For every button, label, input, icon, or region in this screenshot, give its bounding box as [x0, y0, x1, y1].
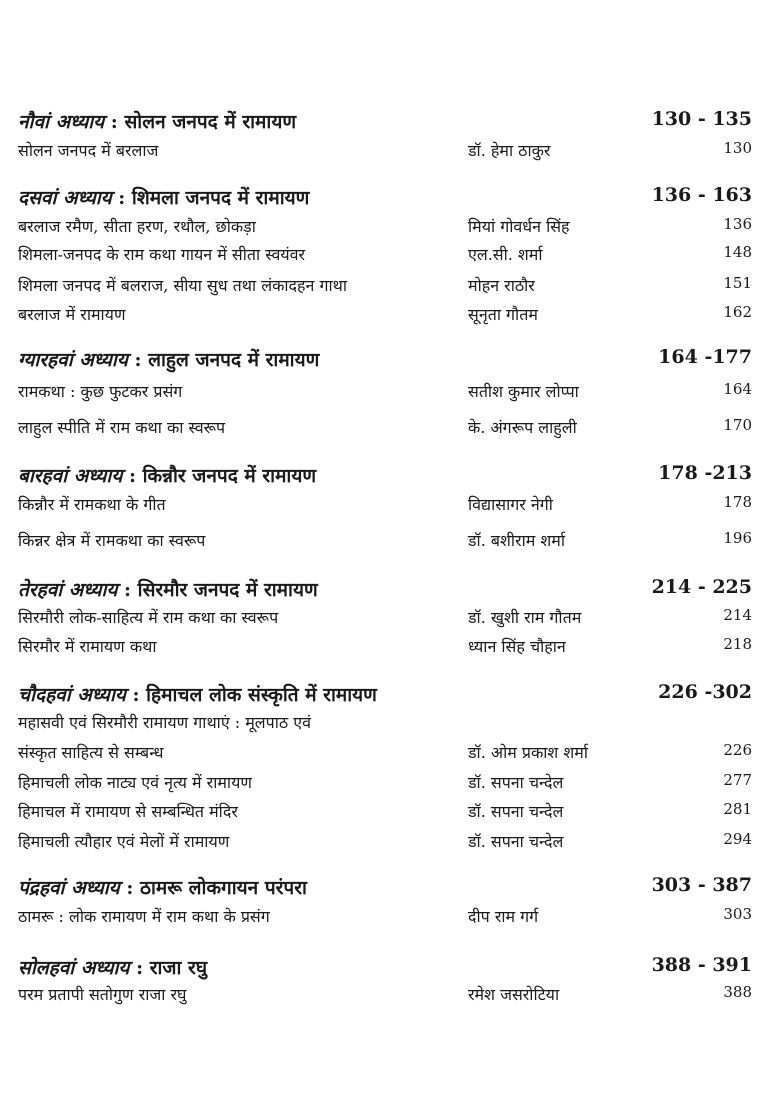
- separator: :: [117, 579, 138, 601]
- chapter-page-range: 136 - 163: [651, 184, 752, 206]
- toc-entry: [18, 493, 752, 521]
- chapter-name: किन्नौर जनपद में रामायण: [142, 465, 317, 487]
- toc-entry: [18, 830, 752, 858]
- entry-title: किन्नौर में रामकथा के गीत: [18, 495, 166, 514]
- entry-author: सूनृता गौतम: [468, 305, 538, 324]
- toc-entry: [18, 274, 752, 302]
- entry-title: किन्नर क्षेत्र में रामकथा का स्वरूप: [18, 531, 206, 550]
- entry-page: 130: [723, 139, 752, 157]
- chapter-page-range: 303 - 387: [651, 874, 752, 896]
- chapter-label: पंद्रहवां अध्याय: [18, 877, 120, 899]
- entry-page: 214: [723, 606, 752, 624]
- chapter-label: दसवां अध्याय: [18, 187, 112, 209]
- toc-entry: [18, 771, 752, 799]
- entry-author: ध्यान सिंह चौहान: [468, 637, 566, 656]
- entry-title: संस्कृत साहित्य से सम्बन्ध: [18, 743, 164, 762]
- chapter-label: नौवां अध्याय: [18, 111, 105, 133]
- chapter-heading: [18, 184, 752, 212]
- entry-author: डॉ. हेमा ठाकुर: [468, 141, 551, 160]
- chapter-label: सोलहवां अध्याय: [18, 957, 130, 979]
- chapter-page-range: 226 -302: [658, 681, 752, 703]
- chapter-name: शिमला जनपद में रामायण: [131, 187, 310, 209]
- entry-author: डॉ. सपना चन्देल: [468, 802, 564, 821]
- chapter-name: सोलन जनपद में रामायण: [124, 111, 297, 133]
- separator: :: [127, 349, 149, 371]
- chapter-title: [18, 108, 296, 134]
- toc-entry: [18, 800, 752, 828]
- entry-page: 388: [723, 983, 752, 1001]
- toc-entry: [18, 416, 752, 444]
- separator: :: [129, 957, 150, 979]
- entry-author: दीप राम गर्ग: [468, 907, 539, 926]
- chapter-title: [18, 874, 307, 900]
- entry-page: 178: [723, 493, 752, 511]
- chapter-title: [18, 681, 377, 707]
- entry-author: के. अंगरूप लाहुली: [468, 418, 577, 437]
- entry-page: 303: [723, 905, 752, 923]
- chapter-title: [18, 462, 316, 488]
- toc-entry: [18, 635, 752, 663]
- entry-title: रामकथा : कुछ फुटकर प्रसंग: [18, 382, 183, 401]
- entry-title: परम प्रतापी सतोगुण राजा रघु: [18, 985, 187, 1004]
- entry-title: सोलन जनपद में बरलाज: [18, 141, 159, 160]
- toc-entry: [18, 380, 752, 408]
- chapter-name: ठामरू लोकगायन परंपरा: [139, 877, 307, 899]
- entry-page: 170: [723, 416, 752, 434]
- chapter-title: [18, 346, 319, 372]
- chapter-name: लाहुल जनपद में रामायण: [148, 349, 320, 371]
- chapter-label: बारहवां अध्याय: [18, 465, 123, 487]
- entry-title: सिरमौर में रामायण कथा: [18, 637, 157, 656]
- toc-entry: [18, 215, 752, 243]
- entry-page: 218: [723, 635, 752, 653]
- toc-entry: [18, 529, 752, 557]
- entry-author: मोहन राठौर: [468, 276, 535, 295]
- entry-author: सतीश कुमार लोप्पा: [468, 382, 579, 401]
- toc-entry: [18, 905, 752, 933]
- entry-page: 226: [723, 741, 752, 759]
- chapter-page-range: 130 - 135: [651, 108, 752, 130]
- chapter-heading: [18, 108, 752, 136]
- chapter-title: [18, 184, 309, 210]
- toc-entry: [18, 983, 752, 1011]
- entry-author: एल.सी. शर्मा: [468, 245, 543, 264]
- toc-entry: [18, 243, 752, 271]
- entry-page: 281: [723, 800, 752, 818]
- entry-title: हिमाचली त्यौहार एवं मेलों में रामायण: [18, 832, 230, 851]
- separator: :: [111, 187, 132, 209]
- toc-entry: [18, 606, 752, 634]
- chapter-page-range: 214 - 225: [651, 576, 752, 598]
- entry-page: 277: [723, 771, 752, 789]
- entry-page: 162: [723, 303, 752, 321]
- entry-page: 136: [723, 215, 752, 233]
- toc-entry: [18, 303, 752, 331]
- chapter-page-range: 178 -213: [658, 462, 752, 484]
- entry-title: शिमला-जनपद के राम कथा गायन में सीता स्वयंवर: [18, 245, 306, 264]
- chapter-label: चौदहवां अध्याय: [18, 684, 126, 706]
- chapter-page-range: 164 -177: [658, 346, 752, 368]
- entry-author: डॉ. सपना चन्देल: [468, 832, 564, 851]
- entry-author: डॉ. खुशी राम गौतम: [468, 608, 582, 627]
- separator: :: [125, 684, 147, 706]
- chapter-name: सिरमौर जनपद में रामायण: [137, 579, 318, 601]
- chapter-name: हिमाचल लोक संस्कृति में रामायण: [146, 684, 377, 706]
- separator: :: [122, 465, 143, 487]
- chapter-heading: [18, 954, 752, 982]
- entry-page: 148: [723, 243, 752, 261]
- entry-title: बरलाज रमैण, सीता हरण, रथौल, छोकड़ा: [18, 217, 256, 236]
- toc-entry: [18, 741, 752, 769]
- separator: :: [119, 877, 140, 899]
- entry-title: सिरमौरी लोक-साहित्य में राम कथा का स्वरूप: [18, 608, 279, 627]
- entry-title: बरलाज में रामायण: [18, 305, 126, 324]
- entry-author: विद्यासागर नेगी: [468, 495, 553, 514]
- entry-page: 196: [723, 529, 752, 547]
- chapter-heading: [18, 874, 752, 902]
- chapter-heading: [18, 462, 752, 490]
- entry-title: ठामरू : लोक रामायण में राम कथा के प्रसंग: [18, 907, 270, 926]
- entry-title: हिमाचली लोक नाट्य एवं नृत्य में रामायण: [18, 773, 252, 792]
- entry-author: मियां गोवर्धन सिंह: [468, 217, 570, 236]
- chapter-heading: [18, 346, 752, 374]
- entry-author: डॉ. बशीराम शर्मा: [468, 531, 565, 550]
- entry-page: 294: [723, 830, 752, 848]
- entry-page: 164: [723, 380, 752, 398]
- chapter-label: तेरहवां अध्याय: [18, 579, 118, 601]
- entry-title: महासवी एवं सिरमौरी रामायण गाथाएं : मूलपाठ एवं: [18, 713, 312, 732]
- entry-author: डॉ. सपना चन्देल: [468, 773, 564, 792]
- chapter-name: राजा रघु: [149, 957, 208, 979]
- entry-page: 151: [723, 274, 752, 292]
- toc-entry: [18, 139, 752, 167]
- chapter-page-range: 388 - 391: [651, 954, 752, 976]
- toc-entry: [18, 711, 752, 739]
- chapter-heading: [18, 576, 752, 604]
- entry-author: रमेश जसरोटिया: [468, 985, 560, 1004]
- chapter-heading: [18, 681, 752, 709]
- chapter-title: [18, 576, 318, 602]
- chapter-label: ग्यारहवां अध्याय: [18, 349, 128, 371]
- entry-title: शिमला जनपद में बलराज, सीया सुध तथा लंकादहन गाथा: [18, 276, 348, 295]
- chapter-title: [18, 954, 207, 980]
- separator: :: [104, 111, 125, 133]
- entry-title: हिमाचल में रामायण से सम्बन्धित मंदिर: [18, 802, 238, 821]
- entry-title: लाहुल स्पीति में राम कथा का स्वरूप: [18, 418, 226, 437]
- entry-author: डॉ. ओम प्रकाश शर्मा: [468, 743, 588, 762]
